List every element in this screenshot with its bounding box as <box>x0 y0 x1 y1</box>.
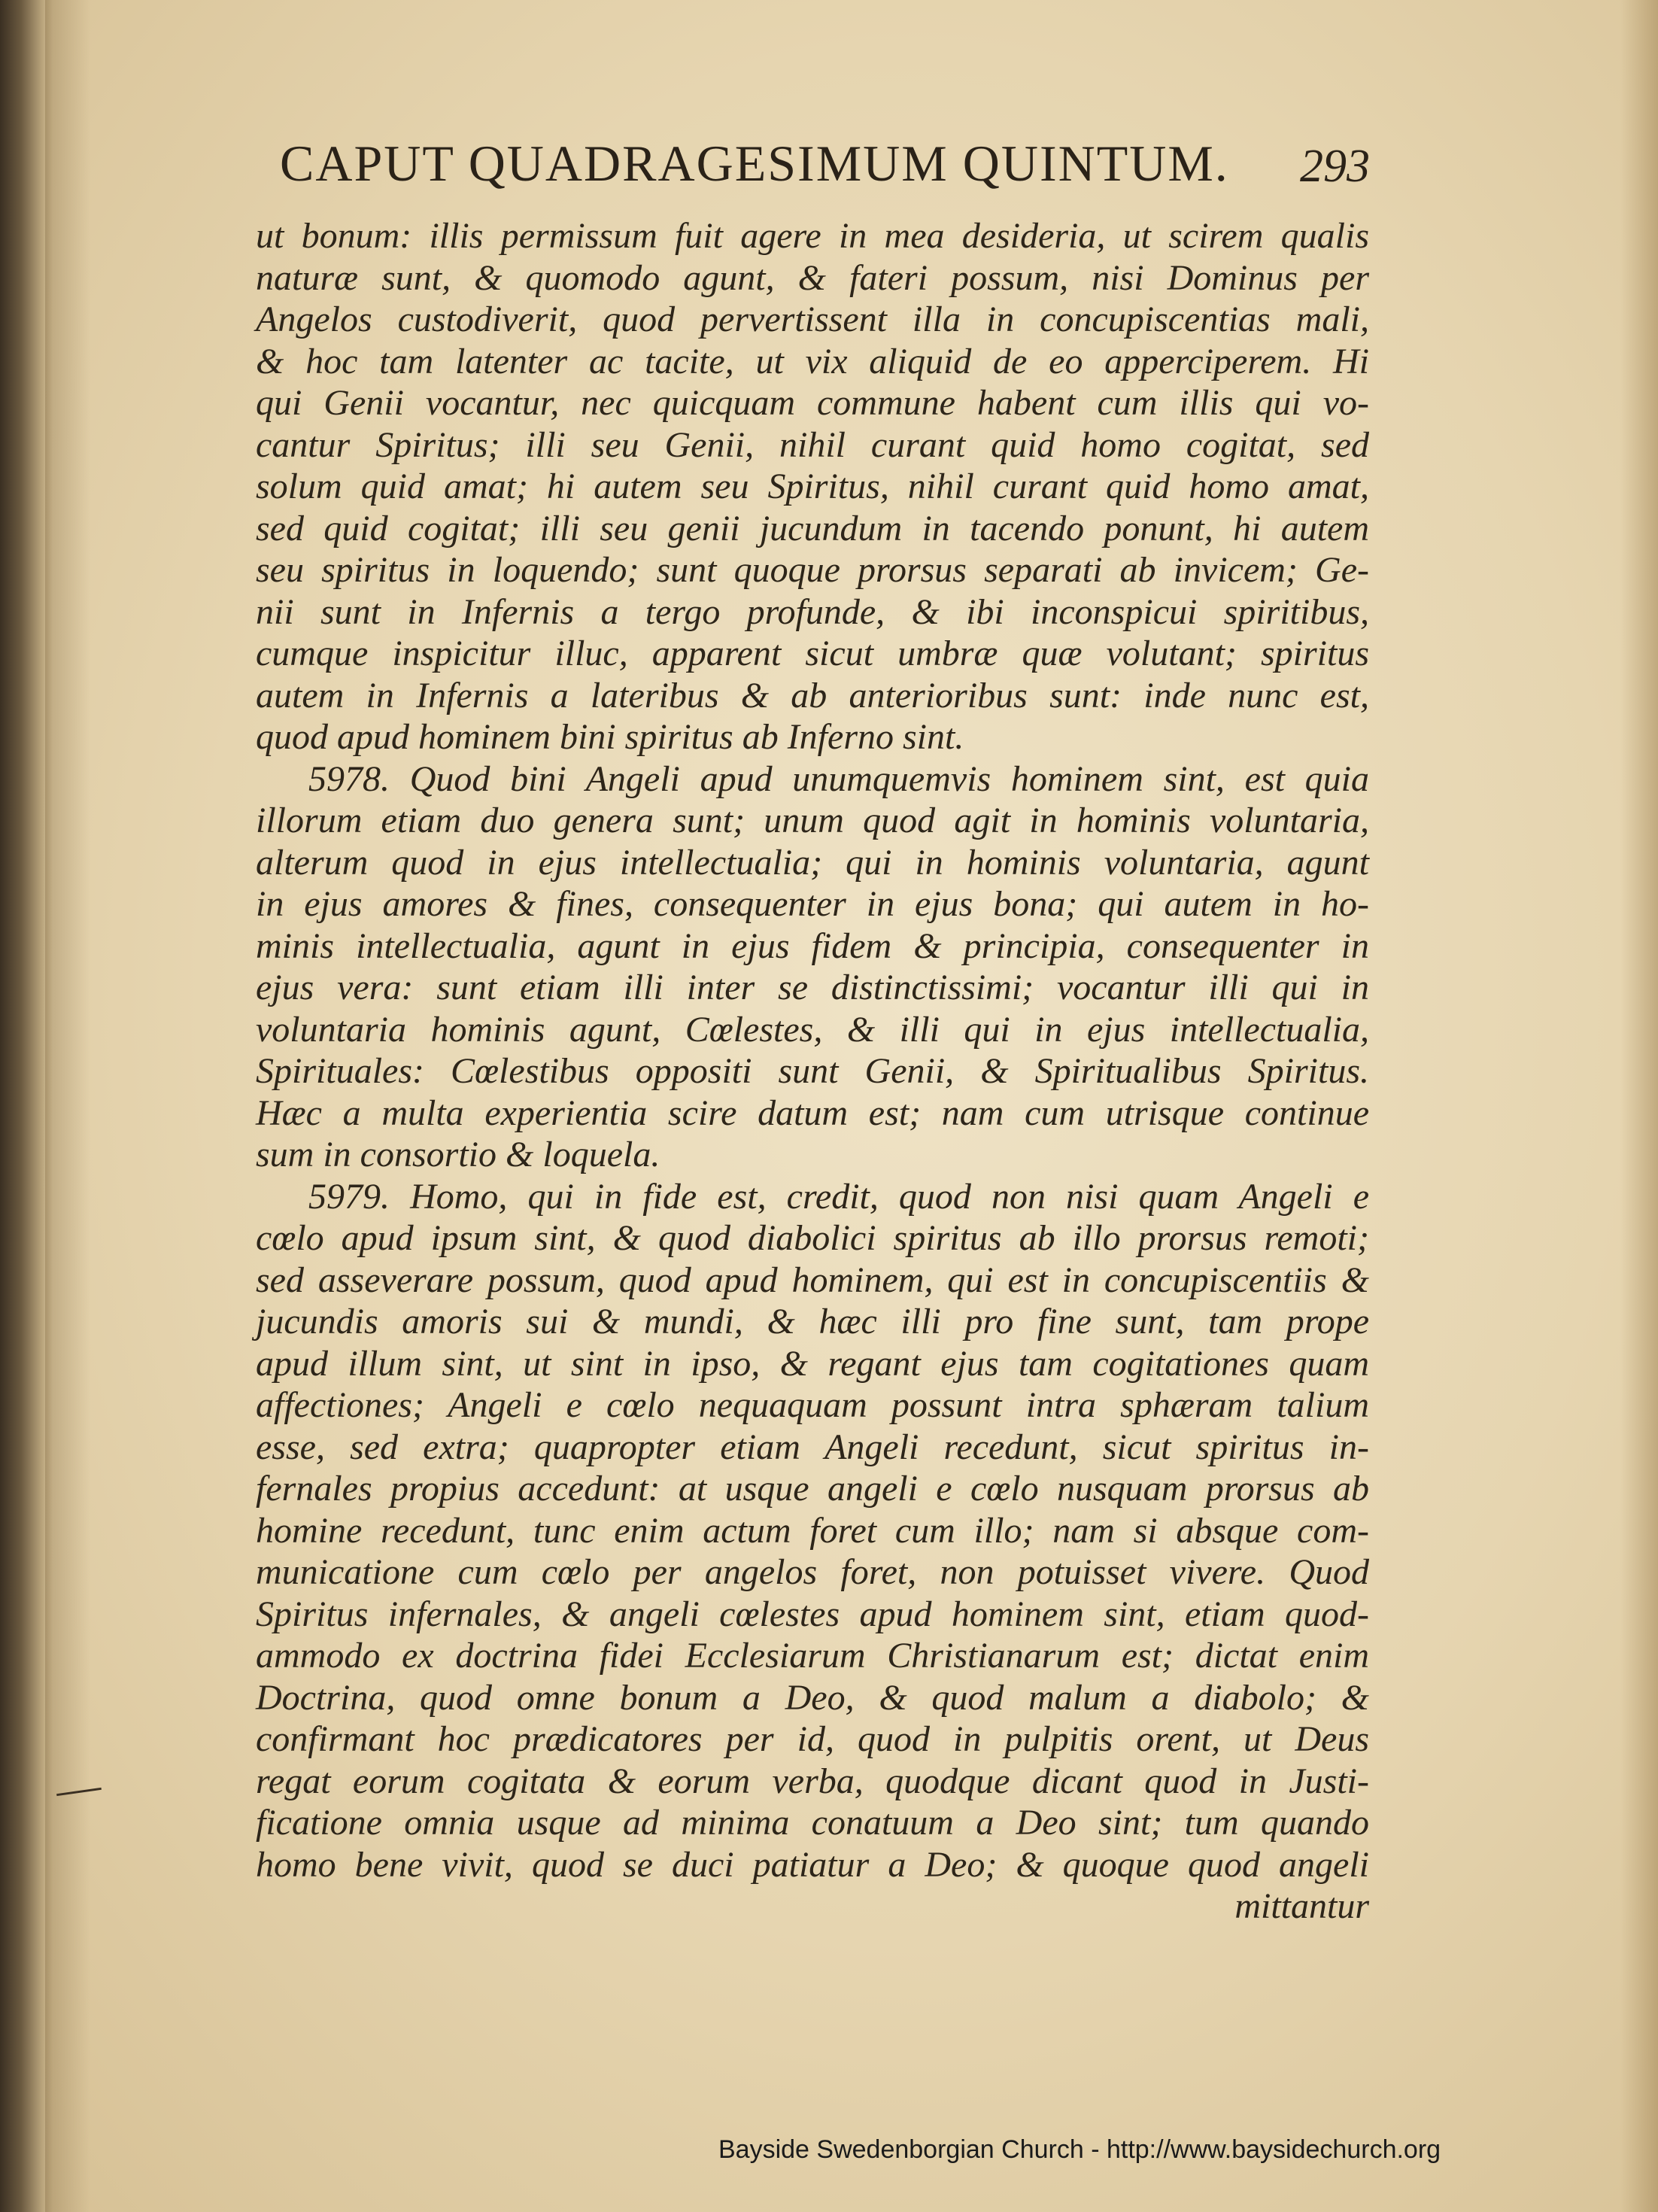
text-line: Angelos custodiverit, quod pervertissent illa in concupiscentias mali, <box>256 299 1369 339</box>
text-line: ut bonum: illis permissum fuit agere in mea desideria, ut scirem qualis <box>256 216 1369 256</box>
text-line: quod apud hominem bini spiritus ab Inferno sint. <box>256 717 964 757</box>
text-line: ejus vera: sunt etiam illi inter se distinctissimi; vocantur illi qui in <box>256 968 1369 1007</box>
text-line: autem in Infernis a lateribus & ab anterioribus sunt: inde nunc est, <box>256 675 1369 716</box>
text-line: regat eorum cogitata & eorum verba, quodque dicant quod in Justi- <box>256 1761 1369 1801</box>
text-line: Hæc a multa experientia scire datum est; nam cum utrisque continue <box>256 1092 1369 1133</box>
text-line: sum in consortio & loquela. <box>256 1135 660 1174</box>
catchword: mittantur <box>1234 1886 1369 1926</box>
text-line: Spiritus infernales, & angeli cœlestes apud hominem sint, etiam quod- <box>256 1594 1369 1634</box>
text-line: solum quid amat; hi autem seu Spiritus, nihil curant quid homo amat, <box>256 466 1369 506</box>
text-line: seu spiritus in loquendo; sunt quoque prorsus separati ab invicem; Ge- <box>256 550 1369 590</box>
text-line: apud illum sint, ut sint in ipso, & regant ejus tam cogitationes quam <box>256 1343 1369 1384</box>
text-line: voluntaria hominis agunt, Cœlestes, & illi qui in ejus intellectualia, <box>256 1009 1369 1050</box>
text-line: minis intellectualia, agunt in ejus fidem & principia, consequenter in <box>256 925 1369 966</box>
text-line: fernales propius accedunt: at usque angeli e cœlo nusquam prorsus ab <box>256 1469 1369 1509</box>
text-line: municatione cum cœlo per angelos foret, non potuisset vivere. Quod <box>256 1552 1369 1592</box>
text-line: cantur Spiritus; illi seu Genii, nihil curant quid homo cogitat, sed <box>256 424 1369 465</box>
text-line: homo bene vivit, quod se duci patiatur a Deo; & quoque quod angeli <box>256 1844 1369 1885</box>
text-line: in ejus amores & fines, consequenter in ejus bona; qui autem in ho- <box>256 884 1369 924</box>
text-line: Spirituales: Cœlestibus oppositi sunt Genii, & Spiritualibus Spiritus. <box>256 1051 1369 1091</box>
text-line: nii sunt in Infernis a tergo profunde, & ibi inconspicui spiritibus, <box>256 591 1369 632</box>
running-head: CAPUT QUADRAGESIMUM QUINTUM. <box>280 135 1229 192</box>
text-line: cumque inspicitur illuc, apparent sicut umbræ quæ volutant; spiritus <box>256 634 1369 673</box>
paragraph-5978-start: 5978. Quod bini Angeli apud unumquemvis hominem sint, est quia <box>308 758 1369 799</box>
text-line: sed quid cogitat; illi seu genii jucundum in tacendo ponunt, hi autem <box>256 508 1369 548</box>
text-line: naturæ sunt, & quomodo agunt, & fateri possum, nisi Dominus per <box>256 257 1369 298</box>
text-line: jucundis amoris sui & mundi, & hæc illi pro fine sunt, tam prope <box>256 1302 1369 1341</box>
gutter-shadow <box>45 0 90 2212</box>
text-line: illorum etiam duo genera sunt; unum quod agit in hominis voluntaria, <box>256 801 1369 840</box>
text-line: affectiones; Angeli e cœlo nequaquam possunt intra sphæram talium <box>256 1385 1369 1425</box>
body-text <box>256 215 1369 1928</box>
text-line: ficatione omnia usque ad minima conatuum a Deo sint; tum quando <box>256 1803 1369 1843</box>
text-line: alterum quod in ejus intellectualia; qui in hominis voluntaria, agunt <box>256 842 1369 883</box>
paragraph-5979-start: 5979. Homo, qui in fide est, credit, quod non nisi quam Angeli e <box>308 1176 1369 1217</box>
source-credit: Bayside Swedenborgian Church - http://www.baysidechurch.org <box>718 2135 1441 2164</box>
text-line: esse, sed extra; quapropter etiam Angeli recedunt, sicut spiritus in- <box>256 1427 1369 1467</box>
text-line: ammodo ex doctrina fidei Ecclesiarum Christianarum est; dictat enim <box>256 1636 1369 1676</box>
text-line: qui Genii vocantur, nec quicquam commune habent cum illis qui vo- <box>256 383 1369 423</box>
text-line: sed asseverare possum, quod apud hominem, qui est in concupiscentiis & <box>256 1259 1369 1300</box>
text-line: cœlo apud ipsum sint, & quod diabolici spiritus ab illo prorsus remoti; <box>256 1218 1369 1258</box>
text-line: Doctrina, quod omne bonum a Deo, & quod malum a diabolo; & <box>256 1677 1369 1718</box>
page-number: 293 <box>1300 141 1370 192</box>
page-edge <box>1620 0 1658 2212</box>
text-line: confirmant hoc prædicatores per id, quod in pulpitis orent, ut Deus <box>256 1719 1369 1759</box>
text-line: & hoc tam latenter ac tacite, ut vix aliquid de eo apperciperem. Hi <box>256 341 1369 381</box>
text-line: homine recedunt, tunc enim actum foret cum illo; nam si absque com- <box>256 1510 1369 1551</box>
